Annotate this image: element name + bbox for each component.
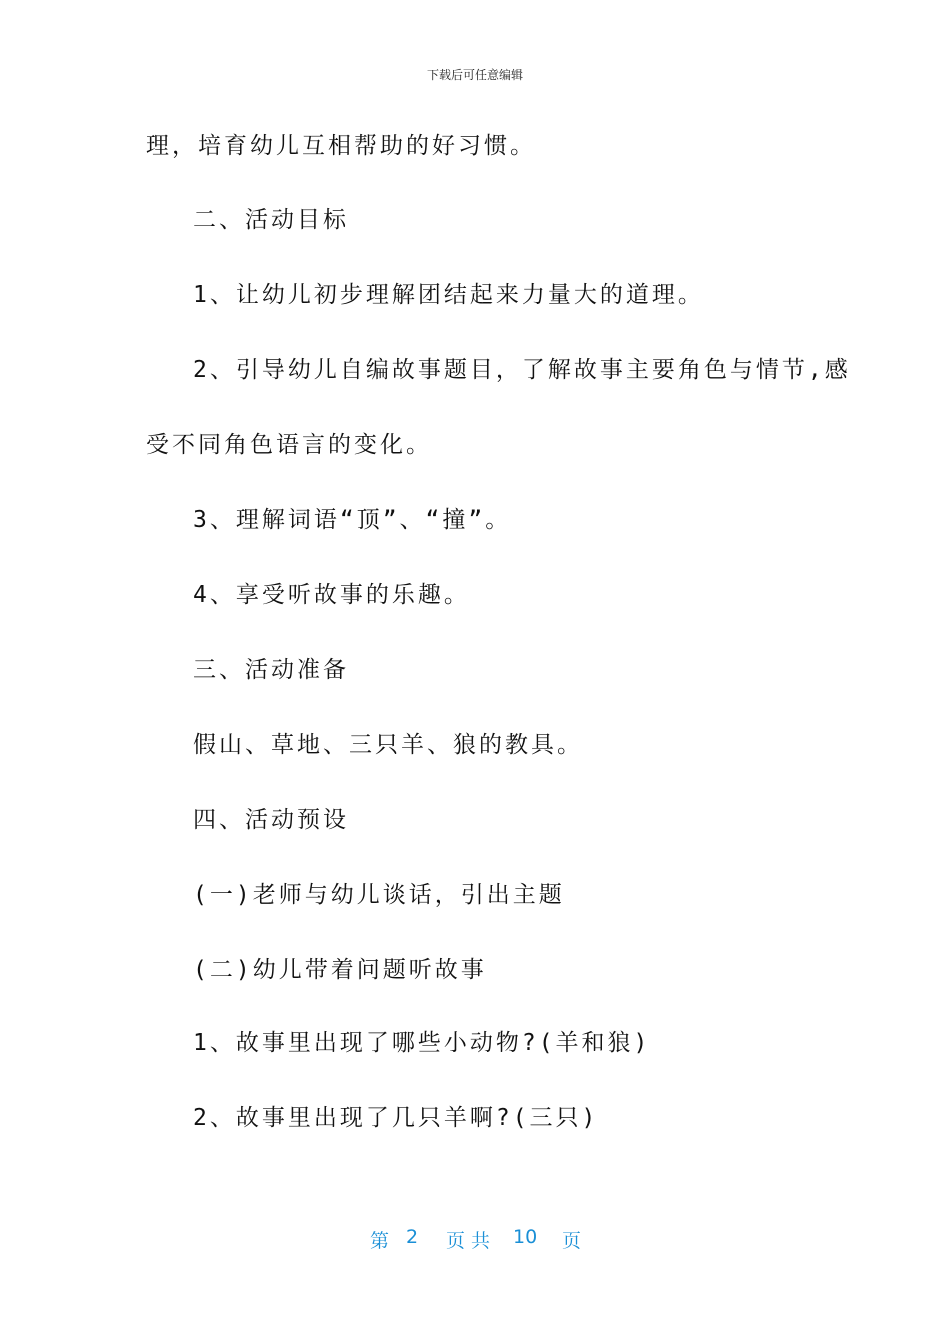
plan-step-2: (二)幼儿带着问题听故事 <box>193 957 487 983</box>
section-heading-goals: 二、活动目标 <box>193 207 349 233</box>
goal-item-3: 3、理解词语“顶”、“撞”。 <box>193 507 512 533</box>
total-pages-number: 10 <box>513 1226 538 1248</box>
page-header-note: 下载后可任意编辑 <box>426 68 523 82</box>
page-prefix: 第 <box>370 1230 390 1252</box>
page-middle: 页 共 <box>446 1230 491 1252</box>
plan-step-1: (一)老师与幼儿谈话，引出主题 <box>193 882 565 908</box>
goal-item-1: 1、让幼儿初步理解团结起来力量大的道理。 <box>193 282 704 308</box>
goal-item-4: 4、享受听故事的乐趣。 <box>193 582 470 608</box>
section-heading-plan: 四、活动预设 <box>193 807 349 833</box>
section-heading-preparation: 三、活动准备 <box>193 657 349 683</box>
goal-item-2-continuation: 受不同角色语言的变化。 <box>146 432 432 458</box>
current-page-number: 2 <box>406 1226 419 1248</box>
question-1: 1、故事里出现了哪些小动物?(羊和狼) <box>193 1030 651 1056</box>
goal-item-2: 2、引导幼儿自编故事题目，了解故事主要角色与情节,感 <box>193 357 851 383</box>
paragraph-continuation: 理，培育幼儿互相帮助的好习惯。 <box>146 133 536 159</box>
page-suffix: 页 <box>562 1230 582 1252</box>
question-2: 2、故事里出现了几只羊啊?(三只) <box>193 1105 599 1131</box>
preparation-materials: 假山、草地、三只羊、狼的教具。 <box>193 732 583 758</box>
